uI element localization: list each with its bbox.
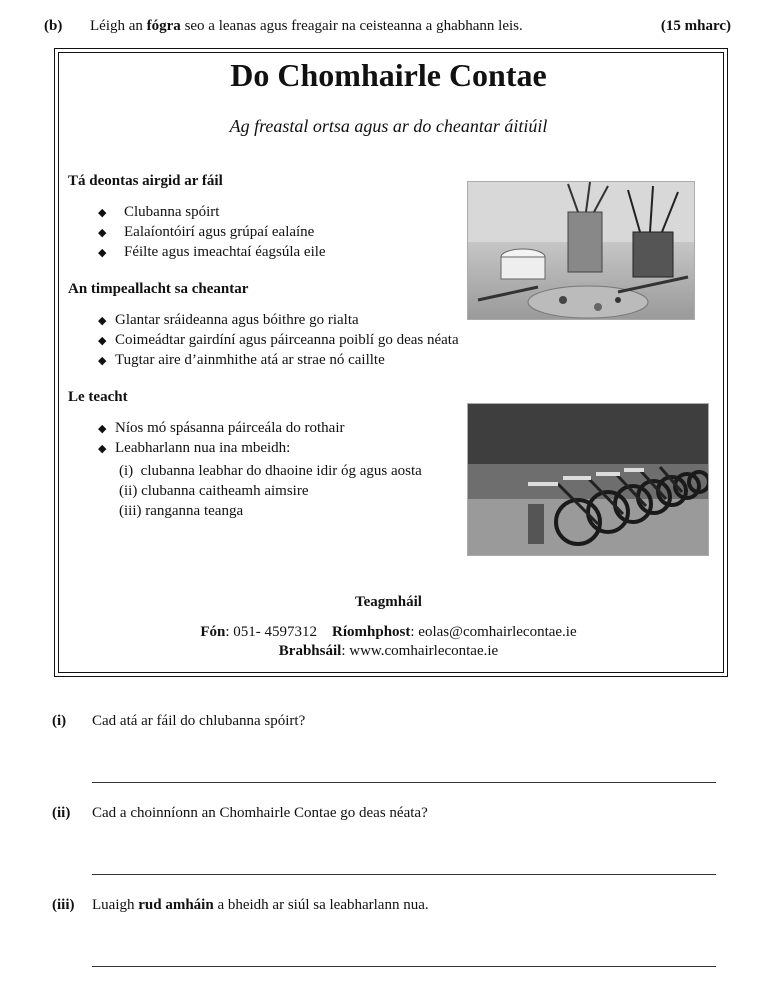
- list-item: ◆: [98, 315, 107, 327]
- marks: (15 mharc): [660, 18, 731, 34]
- art-supplies-photo: [467, 181, 695, 320]
- list-item: ◆: [98, 207, 107, 219]
- list-item: Coimeádtar gairdíní agus páirceanna poiblí go deas néata: [115, 332, 459, 348]
- part-label: (b): [44, 18, 63, 34]
- list-item: ◆: [98, 423, 107, 435]
- list-item: Féilte agus imeachtaí éagsúla eile: [124, 244, 326, 260]
- list-item: ◆: [98, 335, 107, 347]
- list-item: Tugtar aire d’ainmhithe atá ar strae nó caillte: [115, 352, 385, 368]
- answer-line[interactable]: [92, 874, 716, 875]
- list-item: ◆: [98, 355, 107, 367]
- list-item: Ealaíontóirí agus grúpaí ealaíne: [124, 224, 315, 240]
- question-number: (i): [52, 713, 67, 729]
- sub-list-item: (ii) clubanna caitheamh aimsire: [119, 483, 309, 499]
- question-text: Luaigh rud amháin a bheidh ar siúl sa leabharlann nua.: [92, 897, 429, 913]
- list-item: Leabharlann nua ina mbeidh:: [115, 440, 291, 456]
- list-item: ◆: [98, 247, 107, 259]
- list-item: ◆: [98, 227, 107, 239]
- question-number: (ii): [52, 805, 71, 821]
- section-heading-grants: Tá deontas airgid ar fáil: [68, 173, 223, 189]
- question-text: Cad a choinníonn an Chomhairle Contae go deas néata?: [92, 805, 428, 821]
- advert-title: Do Chomhairle Contae: [230, 57, 547, 93]
- answer-line[interactable]: [92, 966, 716, 967]
- section-heading-coming: Le teacht: [68, 389, 128, 405]
- advert-subtitle: Ag freastal ortsa agus ar do cheantar áitiúil: [229, 116, 548, 136]
- section-heading-environment: An timpeallacht sa cheantar: [68, 281, 249, 297]
- list-item: Glantar sráideanna agus bóithre go rialta: [115, 312, 359, 328]
- question-text: Cad atá ar fáil do chlubanna spóirt?: [92, 713, 306, 729]
- answer-line[interactable]: [92, 782, 716, 783]
- question-number: (iii): [52, 897, 75, 913]
- contact-heading: Teagmháil: [355, 594, 422, 610]
- contact-web: Brabhsáil: www.comhairlecontae.ie: [278, 643, 499, 659]
- contact-phone-email: Fón: 051- 4597312 Ríomhphost: eolas@comhairlecontae.ie: [200, 624, 577, 640]
- sub-list-item: (i) clubanna leabhar do dhaoine idir óg agus aosta: [119, 463, 422, 479]
- list-item: ◆: [98, 443, 107, 455]
- bike-rack-photo: [467, 403, 709, 556]
- list-item: Níos mó spásanna páirceála do rothair: [115, 420, 345, 436]
- list-item: Clubanna spóirt: [124, 204, 220, 220]
- instruction: Léigh an fógra seo a leanas agus freagair na ceisteanna a ghabhann leis.: [90, 18, 523, 34]
- sub-list-item: (iii) ranganna teanga: [119, 503, 244, 519]
